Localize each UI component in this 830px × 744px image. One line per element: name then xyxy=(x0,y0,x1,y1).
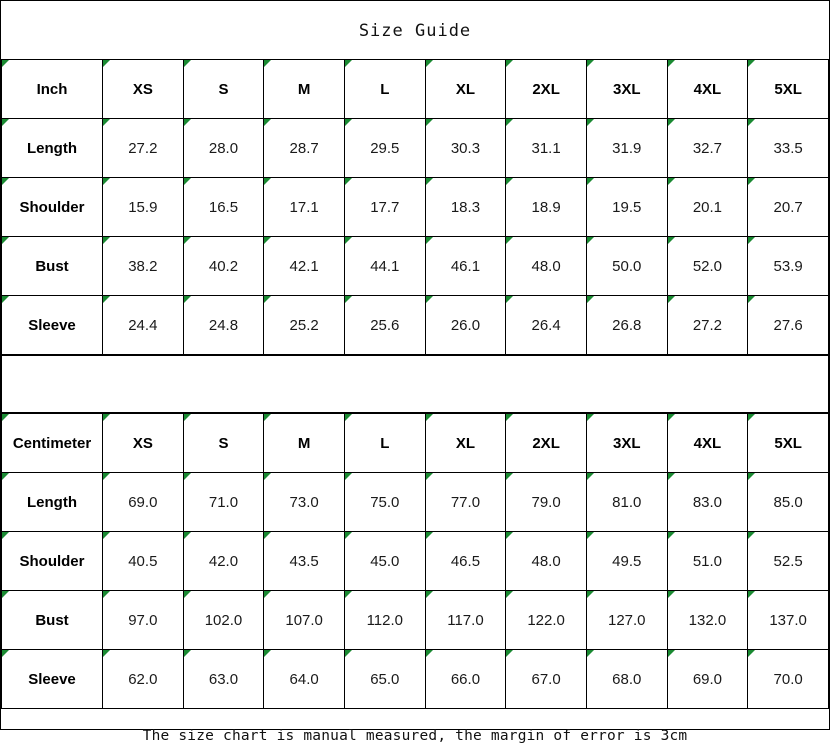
table-row xyxy=(2,532,829,591)
measure-label-sleeve: Sleeve xyxy=(2,650,103,709)
cell-length-xs: 69.0 xyxy=(103,473,184,532)
size-header-s: S xyxy=(183,414,264,473)
cell-shoulder-5xl: 20.7 xyxy=(748,178,829,237)
table-row xyxy=(2,473,829,532)
cell-bust-xs: 97.0 xyxy=(103,591,184,650)
page-title: Size Guide xyxy=(358,21,472,41)
cell-bust-5xl: 53.9 xyxy=(748,237,829,296)
cell-bust-5xl: 137.0 xyxy=(748,591,829,650)
cell-bust-xs: 38.2 xyxy=(103,237,184,296)
cell-sleeve-xl: 66.0 xyxy=(425,650,506,709)
cell-shoulder-2xl: 48.0 xyxy=(506,532,587,591)
cell-length-s: 28.0 xyxy=(183,119,264,178)
cell-shoulder-3xl: 19.5 xyxy=(586,178,667,237)
measure-label-shoulder: Shoulder xyxy=(2,178,103,237)
cell-bust-m: 42.1 xyxy=(264,237,345,296)
measure-label-length: Length xyxy=(2,473,103,532)
table-row xyxy=(2,119,829,178)
table-separator xyxy=(1,355,829,413)
cell-length-xl: 77.0 xyxy=(425,473,506,532)
size-header-5xl: 5XL xyxy=(748,414,829,473)
size-header-xs: XS xyxy=(103,414,184,473)
size-header-l: L xyxy=(344,60,425,119)
unit-header-inch: Inch xyxy=(2,60,103,119)
size-header-4xl: 4XL xyxy=(667,60,748,119)
cell-sleeve-5xl: 27.6 xyxy=(748,296,829,355)
cell-length-m: 28.7 xyxy=(264,119,345,178)
size-header-5xl: 5XL xyxy=(748,60,829,119)
cell-sleeve-3xl: 68.0 xyxy=(586,650,667,709)
measure-label-sleeve: Sleeve xyxy=(2,296,103,355)
cell-bust-l: 44.1 xyxy=(344,237,425,296)
cell-sleeve-xl: 26.0 xyxy=(425,296,506,355)
size-header-2xl: 2XL xyxy=(506,414,587,473)
cell-sleeve-s: 63.0 xyxy=(183,650,264,709)
cell-length-3xl: 81.0 xyxy=(586,473,667,532)
table-row xyxy=(2,591,829,650)
size-header-3xl: 3XL xyxy=(586,60,667,119)
cell-sleeve-4xl: 69.0 xyxy=(667,650,748,709)
cell-shoulder-l: 17.7 xyxy=(344,178,425,237)
size-header-4xl: 4XL xyxy=(667,414,748,473)
cell-shoulder-3xl: 49.5 xyxy=(586,532,667,591)
cell-length-2xl: 79.0 xyxy=(506,473,587,532)
cell-length-5xl: 33.5 xyxy=(748,119,829,178)
cell-length-l: 75.0 xyxy=(344,473,425,532)
size-header-m: M xyxy=(264,60,345,119)
size-header-xl: XL xyxy=(425,414,506,473)
cell-bust-2xl: 122.0 xyxy=(506,591,587,650)
cell-bust-m: 107.0 xyxy=(264,591,345,650)
table-row xyxy=(2,178,829,237)
size-header-m: M xyxy=(264,414,345,473)
cell-length-l: 29.5 xyxy=(344,119,425,178)
cell-bust-s: 102.0 xyxy=(183,591,264,650)
cell-sleeve-l: 65.0 xyxy=(344,650,425,709)
size-table-centimeter xyxy=(1,413,829,709)
cell-sleeve-m: 64.0 xyxy=(264,650,345,709)
cell-bust-xl: 117.0 xyxy=(425,591,506,650)
cell-sleeve-4xl: 27.2 xyxy=(667,296,748,355)
cell-bust-2xl: 48.0 xyxy=(506,237,587,296)
size-header-2xl: 2XL xyxy=(506,60,587,119)
table-header-row xyxy=(2,60,829,119)
cell-length-5xl: 85.0 xyxy=(748,473,829,532)
cell-shoulder-l: 45.0 xyxy=(344,532,425,591)
size-header-3xl: 3XL xyxy=(586,414,667,473)
measure-label-shoulder: Shoulder xyxy=(2,532,103,591)
measure-label-bust: Bust xyxy=(2,237,103,296)
cell-bust-3xl: 127.0 xyxy=(586,591,667,650)
cell-shoulder-s: 16.5 xyxy=(183,178,264,237)
cell-bust-4xl: 52.0 xyxy=(667,237,748,296)
size-header-xl: XL xyxy=(425,60,506,119)
cell-length-2xl: 31.1 xyxy=(506,119,587,178)
cell-length-xs: 27.2 xyxy=(103,119,184,178)
table-header-row xyxy=(2,414,829,473)
size-header-xs: XS xyxy=(103,60,184,119)
cell-bust-l: 112.0 xyxy=(344,591,425,650)
cell-shoulder-5xl: 52.5 xyxy=(748,532,829,591)
cell-sleeve-l: 25.6 xyxy=(344,296,425,355)
cell-bust-4xl: 132.0 xyxy=(667,591,748,650)
table-row xyxy=(2,237,829,296)
cell-shoulder-2xl: 18.9 xyxy=(506,178,587,237)
measure-label-bust: Bust xyxy=(2,591,103,650)
cell-length-s: 71.0 xyxy=(183,473,264,532)
cell-length-m: 73.0 xyxy=(264,473,345,532)
cell-shoulder-s: 42.0 xyxy=(183,532,264,591)
cell-sleeve-xs: 62.0 xyxy=(103,650,184,709)
cell-sleeve-m: 25.2 xyxy=(264,296,345,355)
cell-sleeve-s: 24.8 xyxy=(183,296,264,355)
cell-length-3xl: 31.9 xyxy=(586,119,667,178)
cell-length-4xl: 83.0 xyxy=(667,473,748,532)
cell-shoulder-m: 43.5 xyxy=(264,532,345,591)
cell-shoulder-m: 17.1 xyxy=(264,178,345,237)
cell-sleeve-5xl: 70.0 xyxy=(748,650,829,709)
cell-shoulder-xl: 46.5 xyxy=(425,532,506,591)
cell-shoulder-4xl: 20.1 xyxy=(667,178,748,237)
size-tables-container xyxy=(1,59,829,709)
size-header-s: S xyxy=(183,60,264,119)
unit-header-centimeter: Centimeter xyxy=(2,414,103,473)
cell-shoulder-xs: 15.9 xyxy=(103,178,184,237)
cell-length-4xl: 32.7 xyxy=(667,119,748,178)
table-row xyxy=(2,650,829,709)
cell-bust-s: 40.2 xyxy=(183,237,264,296)
cell-shoulder-4xl: 51.0 xyxy=(667,532,748,591)
cell-shoulder-xs: 40.5 xyxy=(103,532,184,591)
cell-bust-3xl: 50.0 xyxy=(586,237,667,296)
size-header-l: L xyxy=(344,414,425,473)
cell-sleeve-2xl: 26.4 xyxy=(506,296,587,355)
cell-sleeve-xs: 24.4 xyxy=(103,296,184,355)
measurement-note: The size chart is manual measured, the margin of error is 3cm xyxy=(142,728,688,744)
cell-sleeve-3xl: 26.8 xyxy=(586,296,667,355)
cell-bust-xl: 46.1 xyxy=(425,237,506,296)
size-table-inch xyxy=(1,59,829,355)
cell-shoulder-xl: 18.3 xyxy=(425,178,506,237)
measure-label-length: Length xyxy=(2,119,103,178)
cell-length-xl: 30.3 xyxy=(425,119,506,178)
cell-sleeve-2xl: 67.0 xyxy=(506,650,587,709)
table-row xyxy=(2,296,829,355)
